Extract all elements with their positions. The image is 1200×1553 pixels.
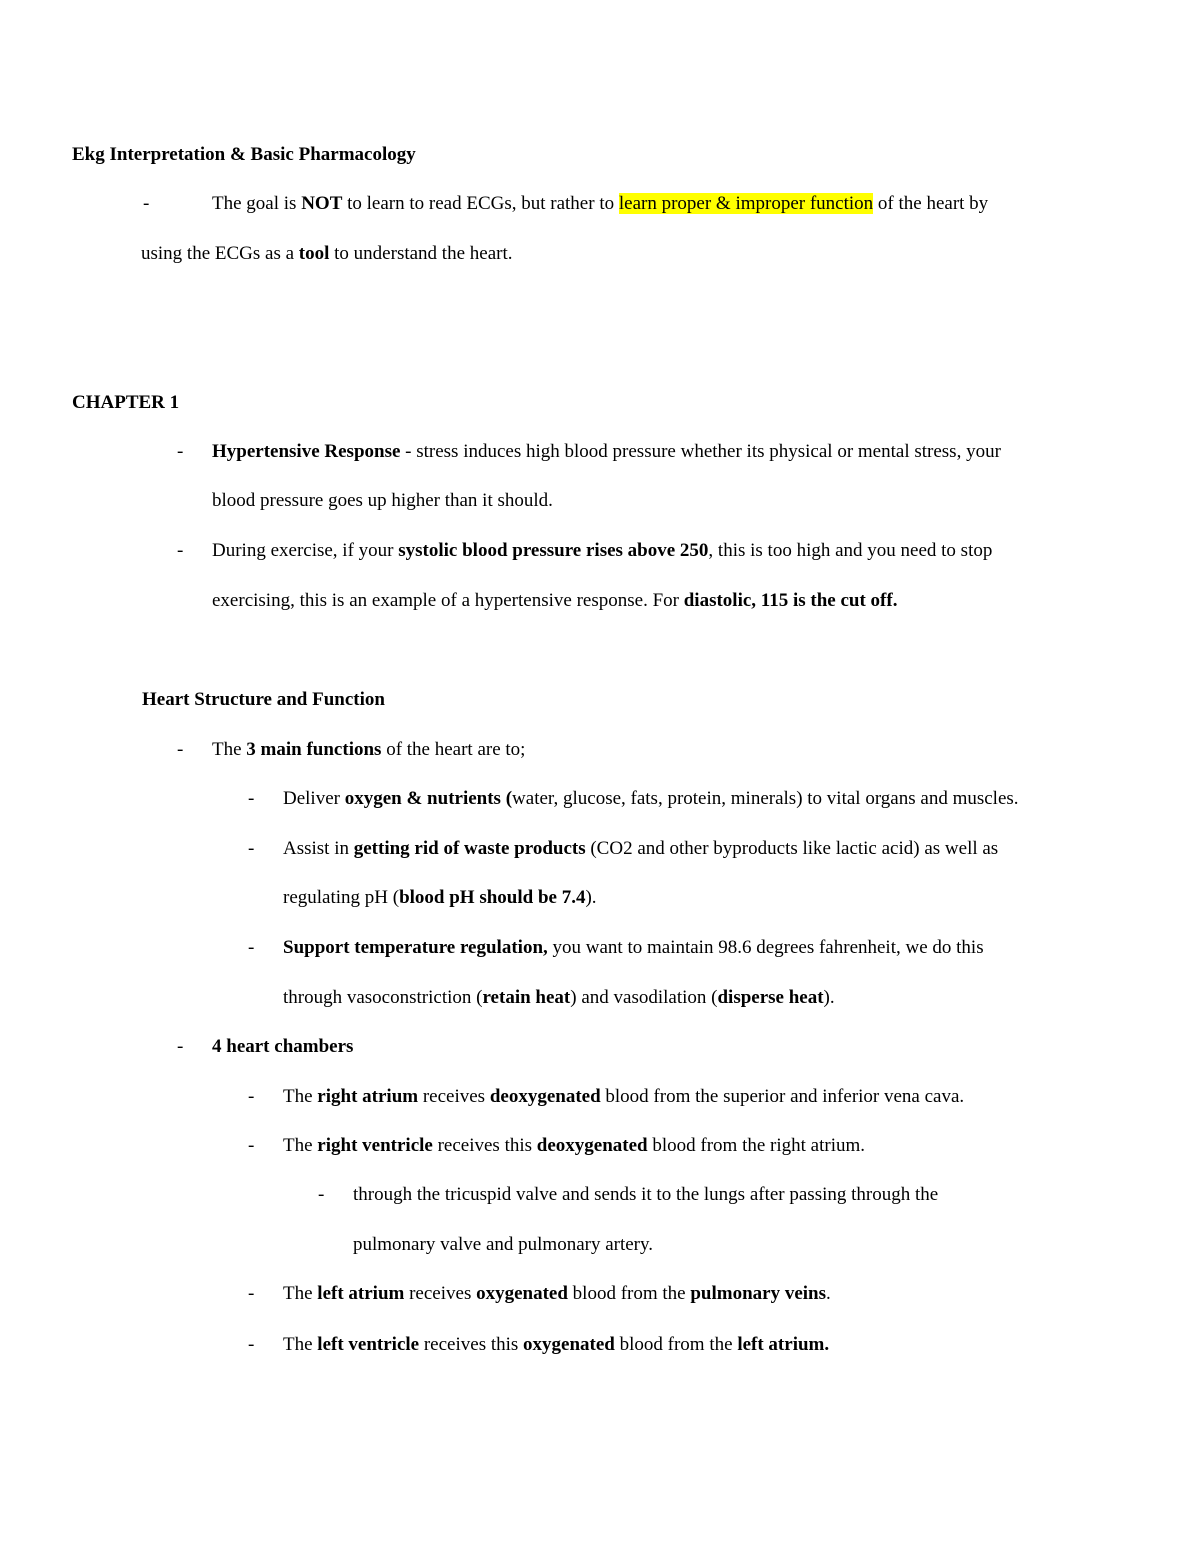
bullet-dash: - — [248, 937, 255, 958]
highlighted-text: learn proper & improper function — [618, 193, 874, 214]
bullet-dash: - — [177, 540, 184, 561]
chamber-left-ventricle: The left ventricle receives this oxygenated blood from the left atrium. — [283, 1334, 830, 1355]
bullet-dash: - — [248, 1334, 255, 1355]
tricuspid-line-2: pulmonary valve and pulmonary artery. — [353, 1234, 654, 1255]
bullet-dash: - — [248, 838, 255, 859]
function-support-line-2: through vasoconstriction (retain heat) and vasodilation (disperse heat). — [283, 987, 835, 1008]
section-heading: Heart Structure and Function — [142, 689, 385, 710]
exercise-line-1: During exercise, if your systolic blood pressure rises above 250, this is too high and you need to stop — [212, 540, 993, 561]
function-deliver: Deliver oxygen & nutrients (water, glucose, fats, protein, minerals) to vital organs and muscles. — [283, 788, 1019, 809]
exercise-line-2: exercising, this is an example of a hypertensive response. For diastolic, 115 is the cut off. — [212, 590, 898, 611]
chamber-right-ventricle: The right ventricle receives this deoxygenated blood from the right atrium. — [283, 1135, 866, 1156]
function-assist-line-2: regulating pH (blood pH should be 7.4). — [283, 887, 597, 908]
bullet-dash: - — [177, 739, 184, 760]
hypertensive-line-2: blood pressure goes up higher than it should. — [212, 490, 553, 511]
intro-line-2: using the ECGs as a tool to understand the heart. — [141, 243, 513, 264]
bullet-dash: - — [143, 193, 150, 214]
function-assist-line-1: Assist in getting rid of waste products (CO2 and other byproducts like lactic acid) as well as — [283, 838, 999, 859]
chapter-heading: CHAPTER 1 — [72, 392, 180, 413]
function-support-line-1: Support temperature regulation, you want to maintain 98.6 degrees fahrenheit, we do this — [283, 937, 984, 958]
document-title: Ekg Interpretation & Basic Pharmacology — [72, 144, 416, 165]
tricuspid-line-1: through the tricuspid valve and sends it to the lungs after passing through the — [353, 1184, 939, 1205]
chambers-heading: 4 heart chambers — [212, 1036, 354, 1057]
bullet-dash: - — [177, 1036, 184, 1057]
bullet-dash: - — [318, 1184, 325, 1205]
bullet-dash: - — [248, 1283, 255, 1304]
bullet-dash: - — [248, 1135, 255, 1156]
chamber-right-atrium: The right atrium receives deoxygenated blood from the superior and inferior vena cava. — [283, 1086, 965, 1107]
hypertensive-line-1: Hypertensive Response - stress induces high blood pressure whether its physical or mental stress, your — [212, 441, 1001, 462]
intro-line-1: The goal is NOT to learn to read ECGs, but rather to learn proper & improper function of the heart by — [212, 193, 989, 214]
functions-intro: The 3 main functions of the heart are to; — [212, 739, 526, 760]
bullet-dash: - — [177, 441, 184, 462]
chamber-left-atrium: The left atrium receives oxygenated blood from the pulmonary veins. — [283, 1283, 831, 1304]
bullet-dash: - — [248, 1086, 255, 1107]
bullet-dash: - — [248, 788, 255, 809]
